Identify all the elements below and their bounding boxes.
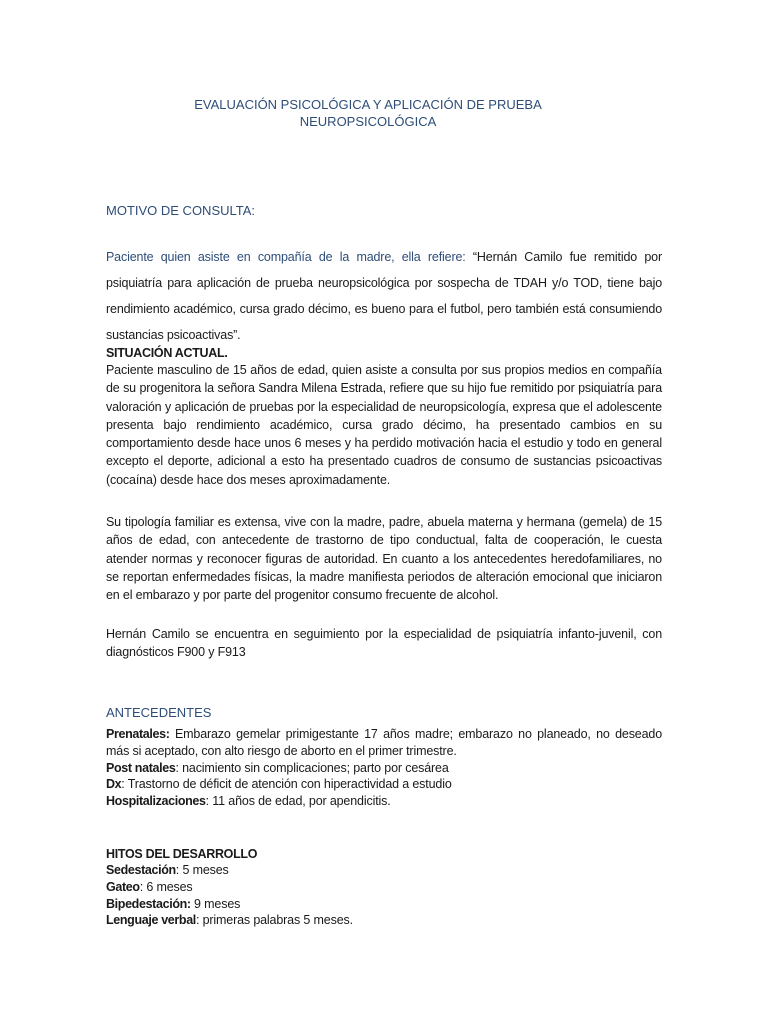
situacion-paragraph-2: Su tipología familiar es extensa, vive con la madre, padre, abuela materna y hermana (gemela) de 15 años de edad, con antecedente de trastorno de tipo conductual, falta de cooperación, le cuesta atender normas y reconocer figuras de autoridad. En cuanto a los antecedentes heredofamiliares, no se reportan enfermedades físicas, la madre manifiesta periodos de alteración emocional que iniciaron en el embarazo y por parte del progenitor consumo frecuente de alcohol. (106, 515, 662, 603)
situacion-paragraph-3: Hernán Camilo se encuentra en seguimiento por la especialidad de psiquiatría infanto-juvenil, con diagnósticos F900 y F913 (106, 627, 662, 660)
antecedente-value: : Trastorno de déficit de atención con hiperactividad a estudio (121, 777, 452, 792)
motivo-intro: Paciente quien asiste en compañía de la madre, ella refiere: (106, 250, 473, 264)
antecedente-item (106, 726, 662, 760)
motivo-quote: “Hernán Camilo fue remitido por psiquiatría para aplicación de prueba neuropsicológica por sospecha de TDAH y/o TOD, tiene bajo rendimiento académico, cursa grado décimo, es bueno para el futbol, pero también está consumiendo sustancias psicoactivas”. (106, 250, 662, 342)
hito-item (106, 862, 662, 879)
antecedente-value: Embarazo gemelar primigestante 17 años madre; embarazo no planeado, no deseado más si aceptado, con alto riesgo de aborto en el primer trimestre. (106, 727, 662, 758)
hito-label: Sedestación (106, 863, 176, 877)
situacion-paragraph-1: Paciente masculino de 15 años de edad, quien asiste a consulta por sus propios medios en compañía de su progenitora la señora Sandra Milena Estrada, refiere que su hijo fue remitido por psiquiatría para valoración y aplicación de pruebas por la especialidad de neuropsicología, expresa que el adolescente presenta bajo rendimiento académico, cursa grado décimo, ha presentado cambios en su comportamiento desde hace unos 6 meses y ha perdido motivación hacia el estudio y todo en general excepto el deporte, adicional a esto ha presentado cuadros de consumo de sustancias psicoactivas (cocaína) desde hace dos meses aproximadamente. (106, 363, 662, 487)
antecedente-value: : 11 años de edad, por apendicitis. (205, 794, 391, 809)
hito-value: : 6 meses (139, 879, 193, 894)
title-line-1: EVALUACIÓN PSICOLÓGICA Y APLICACIÓN DE PRUEBA (194, 97, 542, 112)
antecedente-value: : nacimiento sin complicaciones; parto por cesárea (175, 760, 449, 775)
situacion-heading: SITUACIÓN ACTUAL. (106, 346, 228, 360)
antecedentes-list (106, 726, 662, 810)
antecedente-label: Hospitalizaciones (106, 794, 206, 809)
hitos-heading: HITOS DEL DESARROLLO (106, 847, 258, 861)
hito-label: Gateo (106, 879, 140, 894)
hito-item (106, 879, 662, 896)
hito-label: Lenguaje verbal (106, 913, 196, 928)
hito-item (106, 896, 662, 913)
hito-value: 9 meses (190, 896, 241, 911)
antecedente-item (106, 776, 662, 793)
antecedente-label: Prenatales: (106, 727, 170, 741)
motivo-heading: MOTIVO DE CONSULTA: (106, 203, 256, 218)
hito-item (106, 912, 662, 929)
hito-value: : 5 meses (175, 863, 229, 877)
antecedente-item (106, 793, 662, 810)
motivo-paragraph (106, 244, 662, 348)
hitos-list (106, 862, 662, 929)
antecedentes-heading: ANTECEDENTES (106, 705, 212, 720)
antecedente-label: Post natales (106, 760, 176, 775)
hito-label: Bipedestación: (106, 896, 191, 911)
document-title (0, 96, 736, 130)
hito-value: : primeras palabras 5 meses. (195, 913, 353, 928)
title-line-2: NEUROPSICOLÓGICA (299, 114, 437, 129)
antecedente-item (106, 760, 662, 777)
antecedente-label: Dx (106, 777, 122, 792)
